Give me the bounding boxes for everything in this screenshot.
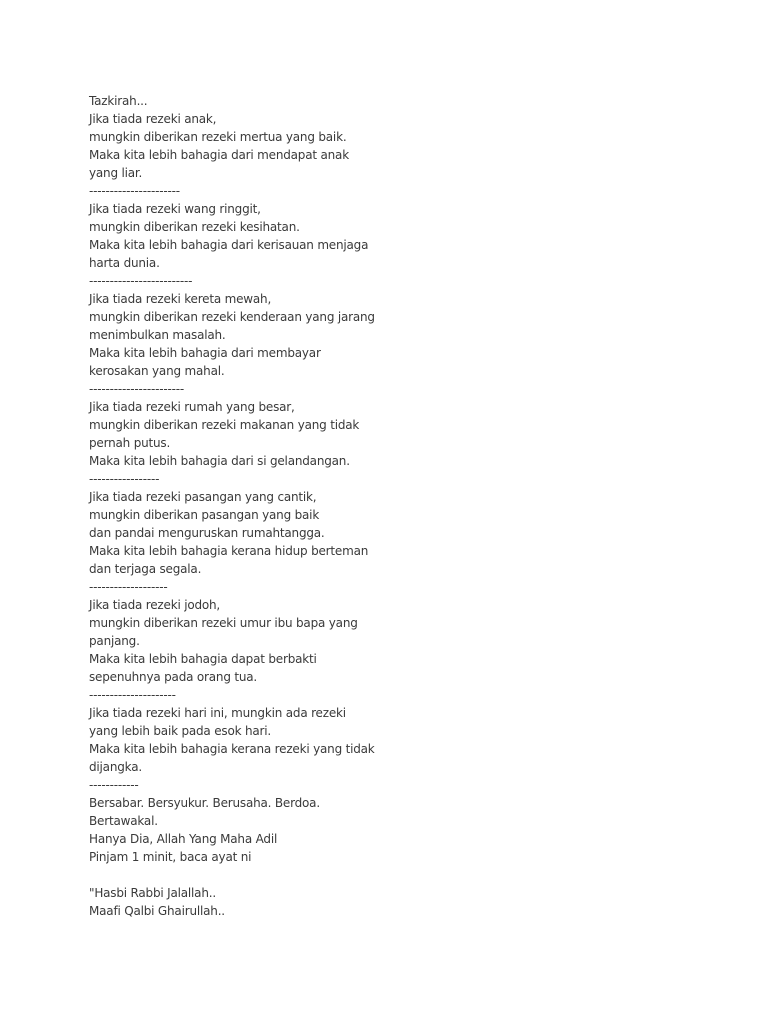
text-line: Jika tiada rezeki anak, [89, 112, 217, 126]
separator-line: --------------------- [89, 688, 176, 702]
text-line: mungkin diberikan rezeki makanan yang tidak [89, 418, 360, 432]
blank-line [89, 866, 689, 884]
separator-line: ------------------- [89, 580, 168, 594]
text-line: sepenuhnya pada orang tua. [89, 670, 258, 684]
document-page [89, 92, 689, 920]
text-line: Maka kita lebih bahagia dapat berbakti [89, 652, 317, 666]
text-line: Maka kita lebih bahagia kerana hidup berteman [89, 544, 369, 558]
separator-line: ----------------- [89, 472, 160, 486]
text-line: dijangka. [89, 760, 142, 774]
separator-line: ---------------------- [89, 184, 180, 198]
text-line: panjang. [89, 634, 140, 648]
text-line: harta dunia. [89, 256, 160, 270]
text-line: Maka kita lebih bahagia dari si gelandangan. [89, 454, 350, 468]
text-line: Maka kita lebih bahagia dari kerisauan menjaga [89, 238, 369, 252]
text-line: mungkin diberikan pasangan yang baik [89, 508, 320, 522]
text-line: Jika tiada rezeki hari ini, mungkin ada rezeki [89, 706, 346, 720]
text-line: dan terjaga segala. [89, 562, 202, 576]
text-line: mungkin diberikan rezeki kenderaan yang jarang [89, 310, 375, 324]
text-line: pernah putus. [89, 436, 171, 450]
separator-line: ------------ [89, 778, 139, 792]
separator-line: ----------------------- [89, 382, 184, 396]
text-line: mungkin diberikan rezeki umur ibu bapa yang [89, 616, 358, 630]
text-line: Maka kita lebih bahagia dari mendapat anak [89, 148, 349, 162]
text-line: Maafi Qalbi Ghairullah.. [89, 904, 225, 918]
text-line: Bersabar. Bersyukur. Berusaha. Berdoa. [89, 796, 320, 810]
text-line: dan pandai menguruskan rumahtangga. [89, 526, 325, 540]
text-line: mungkin diberikan rezeki kesihatan. [89, 220, 300, 234]
text-line: mungkin diberikan rezeki mertua yang baik. [89, 130, 347, 144]
text-line: yang lebih baik pada esok hari. [89, 724, 271, 738]
separator-line: ------------------------- [89, 274, 193, 288]
text-line: Bertawakal. [89, 814, 158, 828]
text-line: Maka kita lebih bahagia dari membayar [89, 346, 321, 360]
text-line: Jika tiada rezeki pasangan yang cantik, [89, 490, 317, 504]
text-line: yang liar. [89, 166, 143, 180]
text-line: Pinjam 1 minit, baca ayat ni [89, 850, 252, 864]
text-line: Jika tiada rezeki wang ringgit, [89, 202, 261, 216]
text-line: menimbulkan masalah. [89, 328, 226, 342]
text-line: "Hasbi Rabbi Jalallah.. [89, 886, 216, 900]
text-line: Maka kita lebih bahagia kerana rezeki yang tidak [89, 742, 375, 756]
text-line: Tazkirah... [89, 94, 148, 108]
text-line: Jika tiada rezeki jodoh, [89, 598, 221, 612]
text-line: Hanya Dia, Allah Yang Maha Adil [89, 832, 278, 846]
text-line: Jika tiada rezeki kereta mewah, [89, 292, 272, 306]
text-line: Jika tiada rezeki rumah yang besar, [89, 400, 295, 414]
text-line: kerosakan yang mahal. [89, 364, 225, 378]
